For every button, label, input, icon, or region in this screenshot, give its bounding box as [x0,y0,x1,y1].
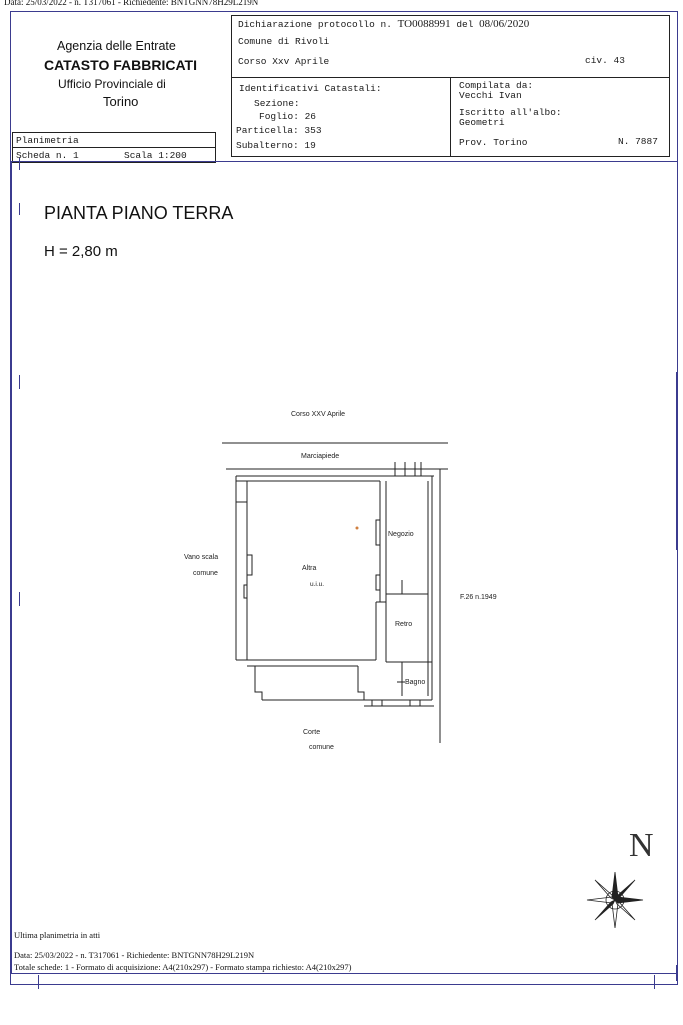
room-negozio: Negozio [388,531,414,538]
provincia: Prov. Torino [459,137,528,148]
scheda-number: Scheda n. 1 [16,150,79,161]
corte-sub: comune [309,744,334,751]
top-stamp: Data: 25/03/2022 - n. T317061 - Richiedente: BNTGNN78H29L219N [4,0,259,7]
albo-name: Geometri [459,117,505,128]
subalterno: Subalterno: 19 [236,140,316,151]
planimetria-label: Planimetria [16,135,79,146]
room-altra-uiu: Altra [302,565,317,572]
footer-totale-line: Totale schede: 1 - Formato di acquisizione: A4(210x297) - Formato stampa richiesto: A4(210x297) [14,962,352,972]
compilata-title: Compilata da: [459,80,534,91]
declaration-date: 08/06/2020 [479,18,530,30]
declaration-text: Dichiarazione protocollo n. [238,19,392,30]
corte-label: Corte [303,729,321,736]
particella: Particella: 353 [236,125,322,136]
foglio: Foglio: 26 [259,111,317,122]
declaration-del: del [456,19,474,30]
albo-number: N. 7887 [618,136,658,147]
compilata-name: Vecchi Ivan [459,90,522,101]
scale: Scala 1:200 [124,150,187,161]
sezione: Sezione: [254,98,300,109]
iscritto-albo: Iscritto all'albo: [459,107,562,118]
vano-scala-label: Vano scala [184,554,219,561]
room-bagno: Bagno [405,679,426,686]
ultima-planimetria: Ultima planimetria in atti [14,930,101,940]
agency-name: Agenzia delle Entrate [57,39,176,53]
room-altra-uiu-sub: u.i.u. [310,581,325,588]
address: Corso Xxv Aprile [238,56,330,67]
footer-data-line: Data: 25/03/2022 - n. T317061 - Richiedente: BNTGNN78H29L219N [14,950,255,960]
sidewalk-label: Marciapiede [301,453,340,460]
declaration-number: TO0088991 [397,18,451,30]
civic-number: civ. 43 [585,55,625,66]
ufficio-provinciale: Ufficio Provinciale di [58,77,166,91]
north-label: N [629,827,654,864]
foglio-reference: F.26 n.1949 [460,594,497,601]
drawing-title: PIANTA PIANO TERRA [44,203,234,223]
identificativi-title: Identificativi Catastali: [239,83,382,94]
compass-rose-icon [585,870,645,930]
room-retro: Retro [395,621,413,628]
comune: Comune di Rivoli [238,36,330,47]
ufficio-city: Torino [103,94,139,109]
vano-scala-sub: comune [193,570,218,577]
ceiling-height: H = 2,80 m [44,243,118,260]
catasto-fabbricati: CATASTO FABBRICATI [44,57,197,73]
street-label: Corso XXV Aprile [291,411,346,418]
